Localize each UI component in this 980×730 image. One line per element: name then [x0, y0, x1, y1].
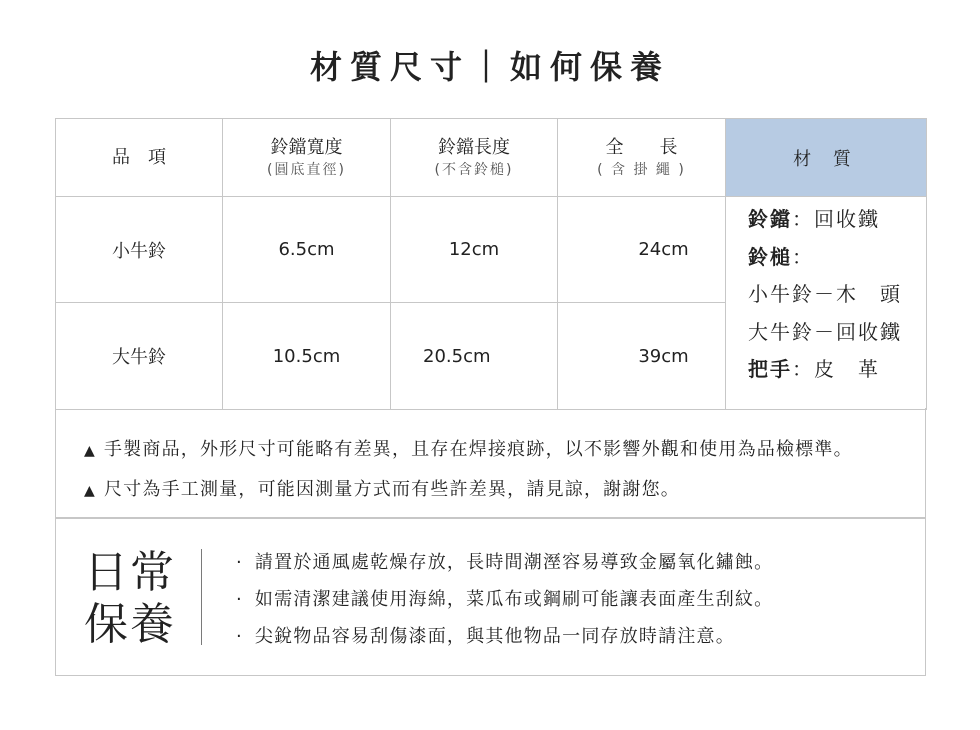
triangle-icon: ▲: [84, 443, 96, 459]
row-item: 小牛鈴: [56, 197, 223, 303]
material-label: 鈴鐺: [748, 207, 792, 231]
material-text: 小牛鈴－木 頭: [748, 282, 902, 306]
note-line: [84, 475, 680, 501]
material-text: ：回收鐵: [792, 207, 880, 231]
care-item: [236, 548, 773, 574]
material-text: ：: [792, 244, 814, 269]
material-text: ：皮 革: [792, 357, 880, 381]
note-text: 尺寸為手工測量，可能因測量方式而有些許差異，請見諒，謝謝您。: [103, 479, 680, 500]
table-row: [56, 197, 927, 303]
care-title: [84, 547, 184, 651]
header-width-sub: (圓底直徑): [267, 161, 346, 178]
row-width: 6.5cm: [223, 197, 391, 303]
care-item: [236, 622, 735, 648]
row-total: 39cm: [558, 303, 726, 410]
header-material-label: 材 質: [793, 148, 859, 170]
row-item: 大牛鈴: [56, 303, 223, 410]
care-title-line: 保養: [84, 599, 176, 650]
row-length: 20.5cm: [391, 303, 558, 410]
material-line: [748, 201, 926, 239]
header-width-label: 鈴鐺寬度: [270, 136, 343, 158]
material-line: [748, 239, 926, 277]
bullet-icon: ·: [236, 589, 243, 610]
header-total-sub: ( 含 掛 繩 ): [597, 161, 686, 178]
material-line: [748, 276, 926, 314]
page-title: 材質尺寸｜如何保養: [309, 48, 670, 86]
header-material: [726, 119, 927, 197]
spec-table: [55, 118, 927, 410]
table-header-row: [56, 119, 927, 197]
header-total: [558, 119, 726, 197]
material-line: [748, 314, 926, 352]
note-text: 手製商品，外形尺寸可能略有差異，且存在焊接痕跡，以不影響外觀和使用為品檢標準。: [103, 439, 853, 460]
header-item-label: 品 項: [112, 146, 166, 168]
care-item-text: 請置於通風處乾燥存放，長時間潮溼容易導致金屬氧化鏽蝕。: [254, 552, 774, 573]
material-cell: [726, 197, 927, 410]
notes-box: [55, 408, 926, 518]
triangle-icon: ▲: [84, 483, 96, 499]
material-label: 把手: [748, 357, 792, 381]
care-box: [55, 518, 926, 676]
care-item-text: 尖銳物品容易刮傷漆面，與其他物品一同存放時請注意。: [254, 626, 735, 647]
header-length-sub: (不含鈴槌): [434, 161, 514, 178]
row-length: 12cm: [391, 197, 558, 303]
header-width: [223, 119, 391, 197]
header-item: [56, 119, 223, 197]
header-total-label: 全 長: [605, 136, 678, 158]
bullet-icon: ·: [236, 626, 243, 647]
header-length-label: 鈴鐺長度: [438, 136, 510, 158]
care-divider: [201, 549, 202, 645]
material-line: [748, 351, 926, 389]
row-width: 10.5cm: [223, 303, 391, 410]
header-length: [391, 119, 558, 197]
care-item: [236, 585, 773, 611]
material-text: 大牛鈴－回收鐵: [748, 319, 902, 344]
bullet-icon: ·: [236, 552, 243, 573]
care-title-line: 日常: [84, 547, 176, 598]
care-item-text: 如需清潔建議使用海綿，菜瓜布或鋼刷可能讓表面產生刮紋。: [254, 589, 774, 610]
row-total: 24cm: [558, 197, 726, 303]
note-line: [84, 435, 853, 461]
material-label: 鈴槌: [748, 244, 792, 269]
